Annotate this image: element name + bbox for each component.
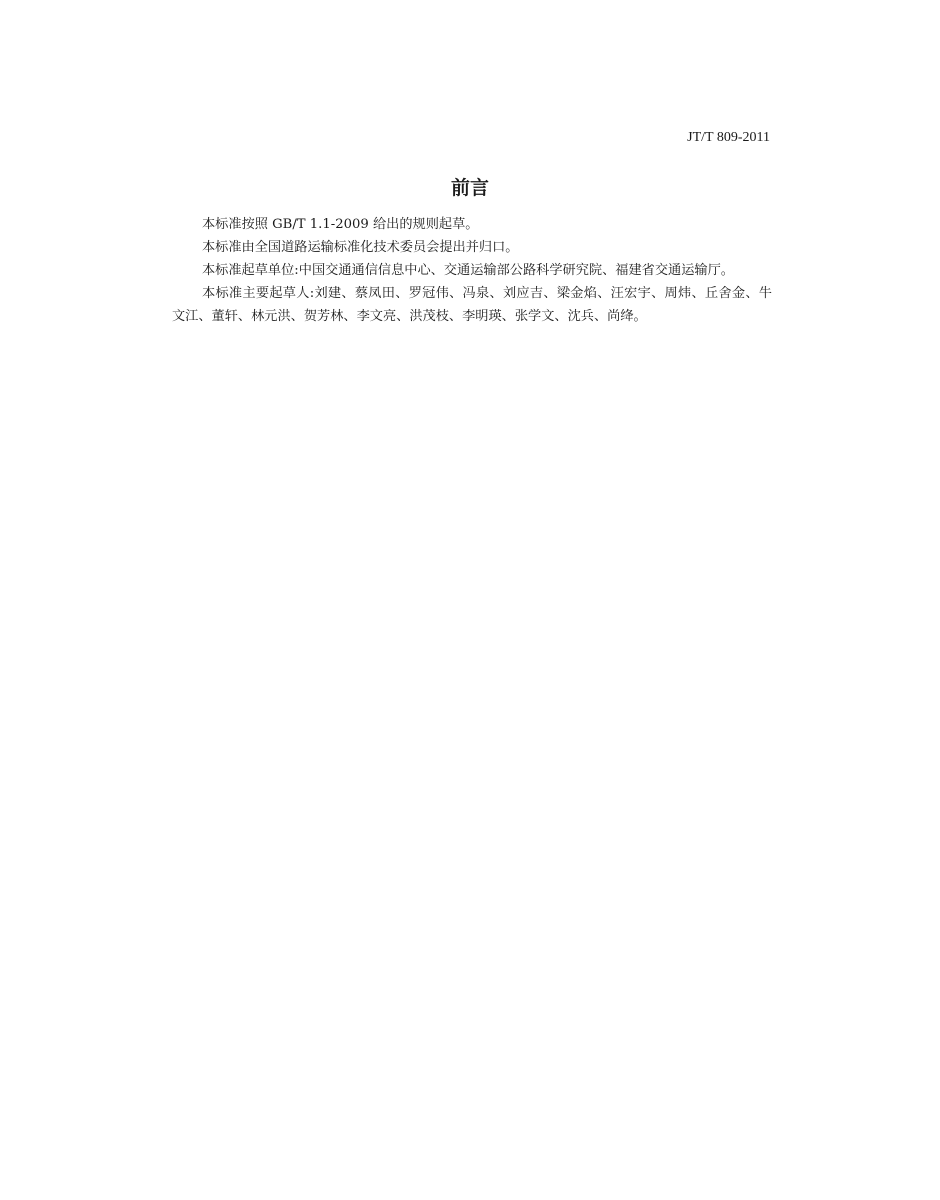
paragraph-main-drafters: 本标准主要起草人:刘建、蔡凤田、罗冠伟、冯泉、刘应吉、梁金焰、汪宏宇、周炜、丘舍金、牛文江、董轩、林元洪、贺芳林、李文亮、洪茂枝、李明瑛、张学文、沈兵、尚绛。 [172, 286, 772, 324]
foreword-body [172, 213, 772, 328]
document-number: JT/T 809-2011 [687, 130, 770, 145]
paragraph-drafting-units: 本标准起草单位:中国交通通信信息中心、交通运输部公路科学研究院、福建省交通运输厅。 [202, 263, 734, 278]
paragraph-proposing-body: 本标准由全国道路运输标准化技术委员会提出并归口。 [202, 240, 519, 255]
page-title: 前言 [450, 177, 489, 199]
paragraph-drafting-rules: 本标准按照 GB/T 1.1-2009 给出的规则起草。 [202, 217, 479, 232]
